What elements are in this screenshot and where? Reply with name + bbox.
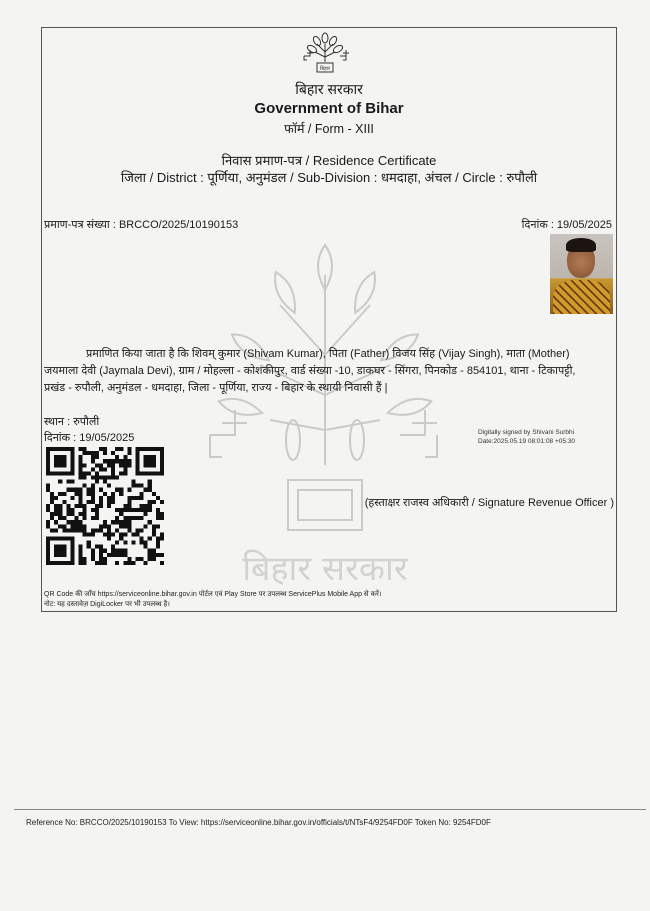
bodhi-tree-emblem-icon xyxy=(300,30,350,78)
footer-divider xyxy=(14,809,646,810)
digital-signature-date: Date:2025.05.19 08:01:08 +05:30 xyxy=(478,438,576,445)
watermark-text: बिहार सरकार xyxy=(242,549,408,589)
digilocker-note: नोट: यह दस्तावेज़ DigiLocker पर भी उपलब्ध है। xyxy=(44,601,170,608)
certificate-number: प्रमाण-पत्र संख्या : BRCCO/2025/10190153 xyxy=(44,219,239,231)
jurisdiction-line: जिला / District : पूर्णिया, अनुमंडल / Sub-Division : धमदाहा, अंचल / Circle : रुपौली xyxy=(120,170,538,185)
reference-footer: Reference No: BRCCO/2025/10190153 To View: https://serviceonline.bihar.gov.in/officials/t/NTsF4/9254FD0F Token No: 9254FD0F xyxy=(26,818,491,827)
body-line-2: जयमाला देवी (Jaymala Devi), ग्राम / मोहल्ला - कोशकीपुर, वार्ड संख्या -10, डाकघर - सिंगरा, पिनकोड - 854101, थाना - टिकापट्टी, xyxy=(44,365,576,377)
place-of-issue: स्थान : रुपौली xyxy=(44,416,100,428)
certificate-title: निवास प्रमाण-पत्र / Residence Certificate xyxy=(221,153,437,168)
qr-code-icon xyxy=(46,447,164,565)
gov-hindi-title: बिहार सरकार xyxy=(295,81,363,97)
body-line-3: प्रखंड - रुपौली, अनुमंडल - धमदाहा, जिला - पूर्णिया, राज्य - बिहार के स्थायी निवासी हैं | xyxy=(44,382,388,394)
digital-signature-name: Digitally signed by Shivani Surbhi xyxy=(478,429,575,436)
qr-verification-note: QR Code की जाँच https://serviceonline.bihar.gov.in पोर्टल एवं Play Store पर उपलब्ध ServicePlus Mobile App से करें। xyxy=(44,591,382,598)
applicant-photo xyxy=(550,234,613,314)
issue-date: दिनांक : 19/05/2025 xyxy=(44,432,135,444)
certification-body xyxy=(44,346,614,397)
body-line-1: प्रमाणित किया जाता है कि शिवम् कुमार (Shivam Kumar), पिता (Father) विजय सिंह (Vijay Singh), माता (Mother) xyxy=(86,348,570,360)
form-number: फॉर्म / Form - XIII xyxy=(284,122,374,136)
watermark-emblem-icon xyxy=(200,235,450,595)
certificate-date: दिनांक : 19/05/2025 xyxy=(521,219,612,231)
emblem-label: बिहार xyxy=(319,66,331,72)
digital-signature xyxy=(478,428,575,446)
gov-english-title: Government of Bihar xyxy=(254,100,404,117)
signature-label: (हस्ताक्षर राजस्व अधिकारी / Signature Revenue Officer ) xyxy=(364,497,614,509)
